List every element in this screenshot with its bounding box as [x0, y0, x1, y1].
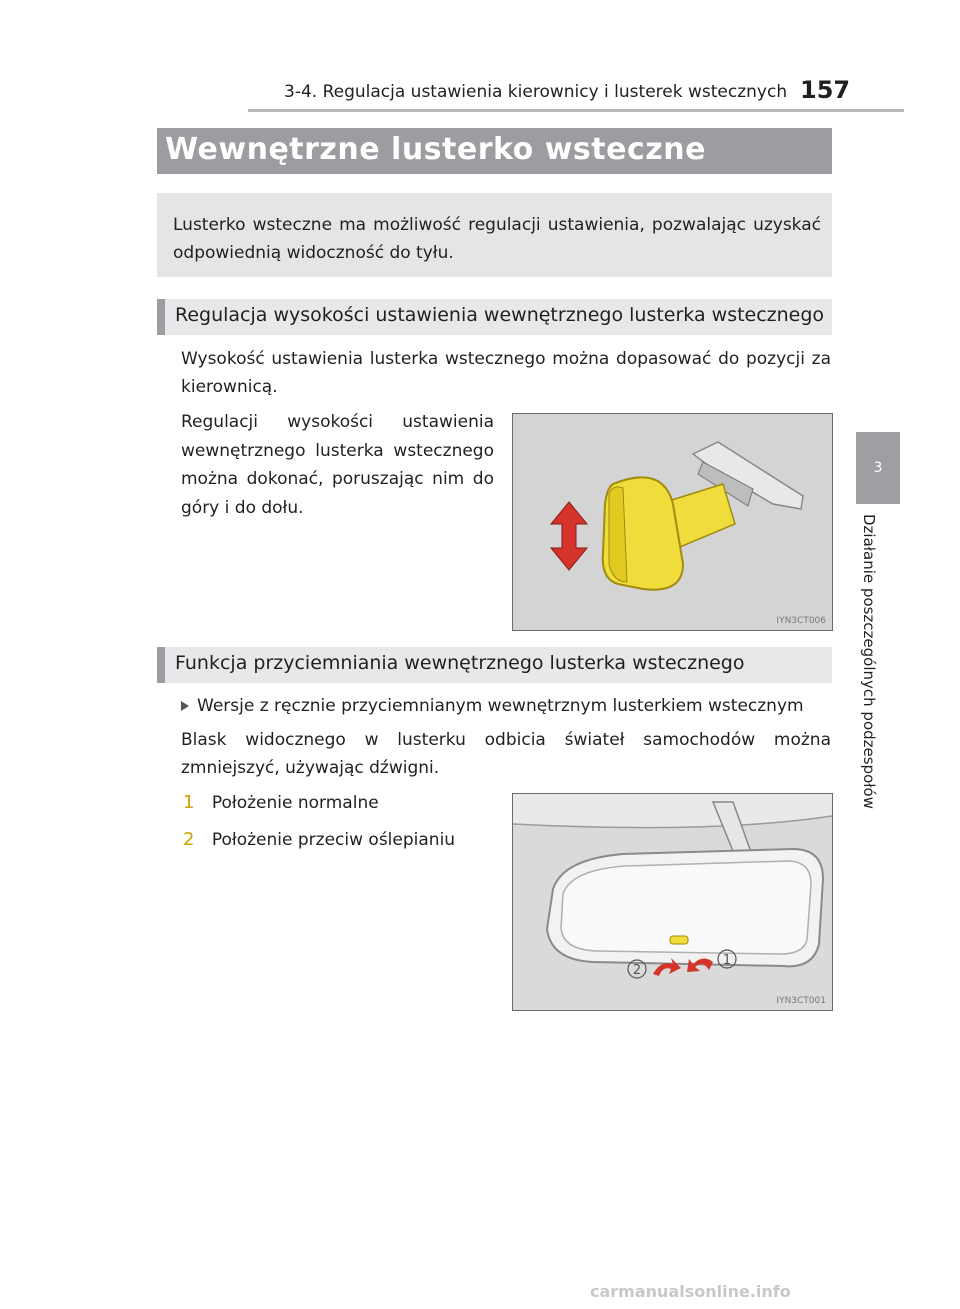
- section1-paragraph1: Wysokość ustawienia lusterka wstecznego można dopasować do pozycji za kierownicą.: [181, 349, 831, 397]
- figure-mirror-dimming: [512, 793, 833, 1011]
- bullet-text: Wersje z ręcznie przyciemnianym wewnętrznym lusterkiem wstecznym: [197, 696, 804, 716]
- chapter-label: Działanie poszczególnych podzespołów: [860, 514, 878, 809]
- figure-code-2: IYN3CT001: [776, 996, 826, 1006]
- mirror-dimming-illustration: [513, 794, 832, 1010]
- intro-text: Lusterko wsteczne ma możliwość regulacji ustawienia, pozwalając uzyskać odpowiednią widoczność do tyłu.: [173, 215, 821, 263]
- chapter-number: 3: [873, 460, 883, 476]
- section-heading-dimming-text: Funkcja przyciemniania wewnętrznego lusterka wstecznego: [175, 652, 745, 674]
- callout-1: 1: [722, 953, 732, 968]
- section2-paragraph: Blask widocznego w lusterku odbicia świateł samochodów można zmniejszyć, używając dźwigni.: [181, 730, 831, 778]
- list-item: [183, 826, 455, 854]
- footer-watermark[interactable]: carmanualsonline.info: [590, 1282, 791, 1301]
- intro-box: [157, 193, 832, 277]
- figure-mirror-height: [512, 413, 833, 631]
- bullet-manual-dimming: [181, 692, 831, 720]
- item-label-antiglare: Położenie przeciw oślepianiu: [211, 830, 456, 850]
- callout-2: 2: [632, 963, 642, 978]
- mirror-height-illustration: [513, 414, 832, 630]
- bullet-triangle-icon: [181, 701, 189, 711]
- header-section-title: 3-4. Regulacja ustawienia kierownicy i lusterek wstecznych: [284, 82, 788, 102]
- list-item: [183, 789, 379, 817]
- item-label-normal: Położenie normalne: [211, 793, 379, 813]
- chapter-tab-label: [852, 514, 880, 854]
- page-title: Wewnętrzne lusterko wsteczne: [165, 132, 706, 167]
- page-title-bar: [157, 128, 832, 174]
- item-marker-2: 2: [183, 829, 195, 850]
- figure-code-1: IYN3CT006: [776, 616, 826, 626]
- section-heading-dimming: [157, 647, 832, 683]
- section-heading-height-text: Regulacja wysokości ustawienia wewnętrznego lusterka wstecznego: [175, 304, 825, 326]
- chapter-tab-number: [856, 432, 900, 504]
- section1-paragraph2: Regulacji wysokości ustawienia wewnętrznego lusterka wstecznego można dokonać, poruszając nim do góry i do dołu.: [181, 412, 494, 518]
- page-number: 157: [800, 76, 851, 104]
- section-heading-height: [157, 299, 832, 335]
- header-rule: [248, 109, 904, 112]
- item-marker-1: 1: [183, 792, 195, 813]
